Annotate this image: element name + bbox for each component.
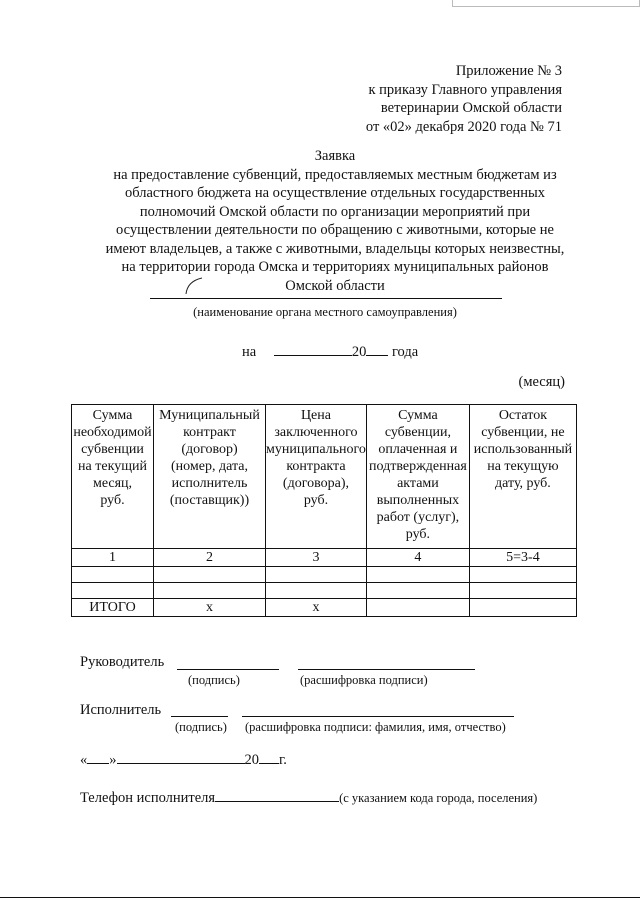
date-suffix: г.	[279, 752, 287, 768]
period-prefix: на	[242, 344, 257, 360]
phone-label: Телефон исполнителя	[80, 790, 216, 806]
appendix-line-3: ветеринарии Омской области	[380, 100, 562, 116]
table-cell[interactable]	[72, 567, 154, 583]
title-heading: Заявка	[314, 148, 356, 164]
table-cell[interactable]	[366, 567, 469, 583]
appendix-line-2: к приказу Главного управления	[368, 81, 562, 98]
head-decode-field[interactable]	[298, 669, 475, 670]
title-line-2: областного бюджета на осуществление отдельных государственных	[124, 185, 545, 201]
title-line-1: на предоставление субвенций, предоставляемых местным бюджетам из	[113, 166, 557, 183]
total-label: ИТОГО	[72, 599, 154, 617]
executor-decode-caption: (расшифровка подписи: фамилия, имя, отчество)	[245, 720, 506, 734]
period-month-field[interactable]	[274, 341, 352, 356]
phone-field[interactable]	[215, 787, 339, 802]
total-cell[interactable]	[366, 599, 469, 617]
header-municipal-contract: Муниципальный контракт (договор) (номер, дата, исполнитель (поставщик))	[154, 405, 266, 549]
month-label: (месяц)	[518, 374, 565, 390]
date-year-prefix: 20	[244, 752, 259, 768]
page-bottom-border	[0, 897, 640, 898]
executor-label: Исполнитель	[80, 702, 162, 718]
pen-mark	[183, 276, 205, 296]
column-number: 4	[366, 549, 469, 567]
table-cell[interactable]	[266, 567, 367, 583]
subsidy-table	[71, 404, 577, 617]
table-row	[72, 567, 577, 583]
period-suffix: года	[391, 344, 419, 360]
table-row	[72, 583, 577, 599]
head-sign-caption: (подпись)	[188, 673, 240, 687]
head-label: Руководитель	[80, 654, 165, 670]
executor-sign-caption: (подпись)	[175, 720, 227, 734]
scan-edge-mark	[452, 0, 640, 7]
table-cell[interactable]	[366, 583, 469, 599]
date-row	[80, 749, 287, 769]
title-line-3: полномочий Омской области по организации мероприятий при	[139, 203, 531, 220]
total-cell[interactable]	[469, 599, 576, 617]
table-cell[interactable]	[154, 583, 266, 599]
date-year-field[interactable]	[259, 749, 279, 764]
column-number: 5=3-4	[469, 549, 576, 567]
column-number: 2	[154, 549, 266, 567]
table-total-row	[72, 599, 577, 617]
title-line-4: осуществлении деятельности по обращению с животными, которые не	[116, 222, 554, 238]
phone-row	[80, 787, 537, 807]
title-line-6: на территории города Омска и территориях муниципальных районов	[121, 259, 549, 275]
table-column-numbers-row	[72, 549, 577, 567]
header-subsidy-balance: Остаток субвенции, не использованный на текущую дату, руб.	[469, 405, 576, 549]
date-close-quote: »	[109, 752, 117, 768]
date-month-field[interactable]	[117, 749, 245, 764]
table-header-row	[72, 405, 577, 549]
appendix-line-4: от «02» декабря 2020 года № 71	[365, 118, 562, 135]
document-title	[100, 147, 570, 295]
header-paid-subsidy: Сумма субвенции, оплаченная и подтвержденная актами выполненных работ (услуг), руб.	[366, 405, 469, 549]
column-number: 3	[266, 549, 367, 567]
date-open-quote: «	[80, 752, 88, 768]
date-day-field[interactable]	[87, 749, 109, 764]
title-line-5: имеют владельцев, а также с животными, владельцы которых неизвестны,	[105, 240, 565, 257]
title-line-7: Омской области	[285, 277, 385, 294]
table-cell[interactable]	[72, 583, 154, 599]
period-row	[242, 341, 418, 361]
org-name-field[interactable]	[150, 298, 502, 299]
column-number: 1	[72, 549, 154, 567]
header-required-subsidy: Сумма необходимой субвенции на текущий месяц, руб.	[72, 405, 154, 549]
org-name-caption: (наименование органа местного самоуправления)	[193, 305, 457, 319]
phone-note: (с указанием кода города, поселения)	[339, 791, 538, 805]
table-cell[interactable]	[266, 583, 367, 599]
period-year-field[interactable]	[366, 341, 388, 356]
table-cell[interactable]	[469, 567, 576, 583]
executor-decode-field[interactable]	[242, 716, 514, 717]
head-signature-field[interactable]	[177, 669, 279, 670]
appendix-block	[366, 62, 562, 136]
total-cell: х	[266, 599, 367, 617]
period-year-prefix: 20	[351, 344, 367, 360]
header-contract-price: Цена заключенного муниципального контракта (договора), руб.	[266, 405, 367, 549]
executor-signature-field[interactable]	[171, 716, 228, 717]
table-cell[interactable]	[469, 583, 576, 599]
total-cell: х	[154, 599, 266, 617]
table-cell[interactable]	[154, 567, 266, 583]
appendix-line-1: Приложение № 3	[455, 63, 562, 79]
head-decode-caption: (расшифровка подписи)	[300, 673, 428, 687]
